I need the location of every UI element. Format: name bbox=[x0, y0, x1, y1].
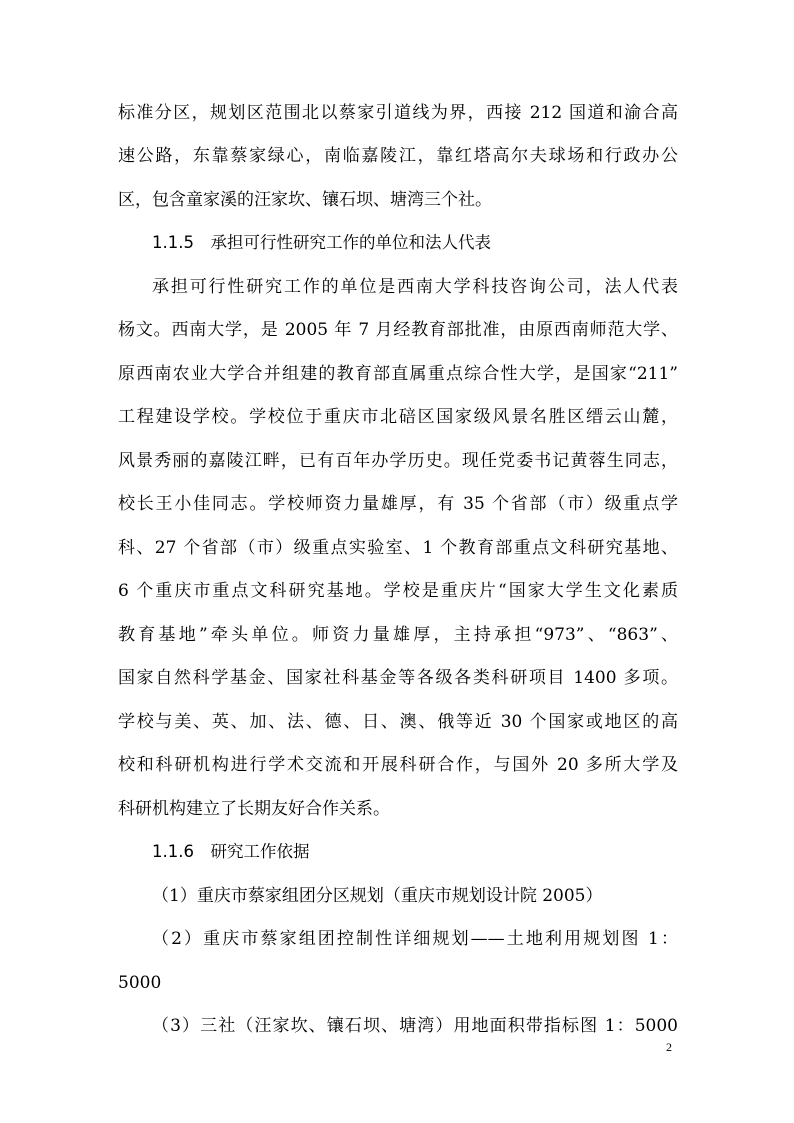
paragraph-line: 科、27 个省部（市）级重点实验室、1 个教育部重点文科研究基地、 bbox=[118, 538, 678, 558]
reference-item-continuation: 5000 bbox=[118, 973, 162, 993]
paragraph-line: 教育基地”牵头单位。师资力量雄厚，主持承担“973”、“863”、 bbox=[118, 625, 678, 645]
paragraph-line: 校长王小佳同志。学校师资力量雄厚，有 35 个省部（市）级重点学 bbox=[118, 494, 678, 514]
paragraph-line: 学校与美、英、加、法、德、日、澳、俄等近 30 个国家或地区的高 bbox=[118, 712, 678, 732]
section-heading-1-1-6: 1.1.6 研究工作依据 bbox=[152, 842, 310, 861]
paragraph-line: 工程建设学校。学校位于重庆市北碚区国家级风景名胜区缙云山麓， bbox=[118, 407, 678, 427]
reference-item: （3）三社（汪家坎、镶石坝、塘湾）用地面积带指标图 1：5000 bbox=[152, 1016, 678, 1036]
paragraph-line: 区，包含童家溪的汪家坎、镶石坝、塘湾三个社。 bbox=[118, 190, 492, 210]
paragraph-line: 校和科研机构进行学术交流和开展科研合作，与国外 20 多所大学及 bbox=[118, 755, 678, 775]
paragraph-line: 风景秀丽的嘉陵江畔，已有百年办学历史。现任党委书记黄蓉生同志， bbox=[118, 451, 678, 471]
section-heading-1-1-5: 1.1.5 承担可行性研究工作的单位和法人代表 bbox=[152, 233, 491, 252]
paragraph-line: 国家自然科学基金、国家社科基金等各级各类科研项目 1400 多项。 bbox=[118, 668, 678, 688]
paragraph-line: 杨文。西南大学，是 2005 年 7 月经教育部批准，由原西南师范大学、 bbox=[118, 320, 678, 340]
paragraph-line: 标准分区，规划区范围北以蔡家引道线为界，西接 212 国道和渝合高 bbox=[118, 103, 678, 123]
paragraph-line: 原西南农业大学合并组建的教育部直属重点综合性大学，是国家“211” bbox=[118, 364, 678, 384]
reference-item: （1）重庆市蔡家组团分区规划（重庆市规划设计院 2005） bbox=[152, 886, 603, 906]
paragraph-line: 6 个重庆市重点文科研究基地。学校是重庆片“国家大学生文化素质 bbox=[118, 581, 678, 601]
paragraph-line: 科研机构建立了长期友好合作关系。 bbox=[118, 799, 390, 819]
reference-item: （2）重庆市蔡家组团控制性详细规划——土地利用规划图 1： bbox=[152, 929, 678, 949]
paragraph-line: 承担可行性研究工作的单位是西南大学科技咨询公司，法人代表 bbox=[152, 277, 678, 297]
page-number: 2 bbox=[666, 1040, 672, 1054]
paragraph-line: 速公路，东靠蔡家绿心，南临嘉陵江，靠红塔高尔夫球场和行政办公 bbox=[118, 146, 678, 166]
